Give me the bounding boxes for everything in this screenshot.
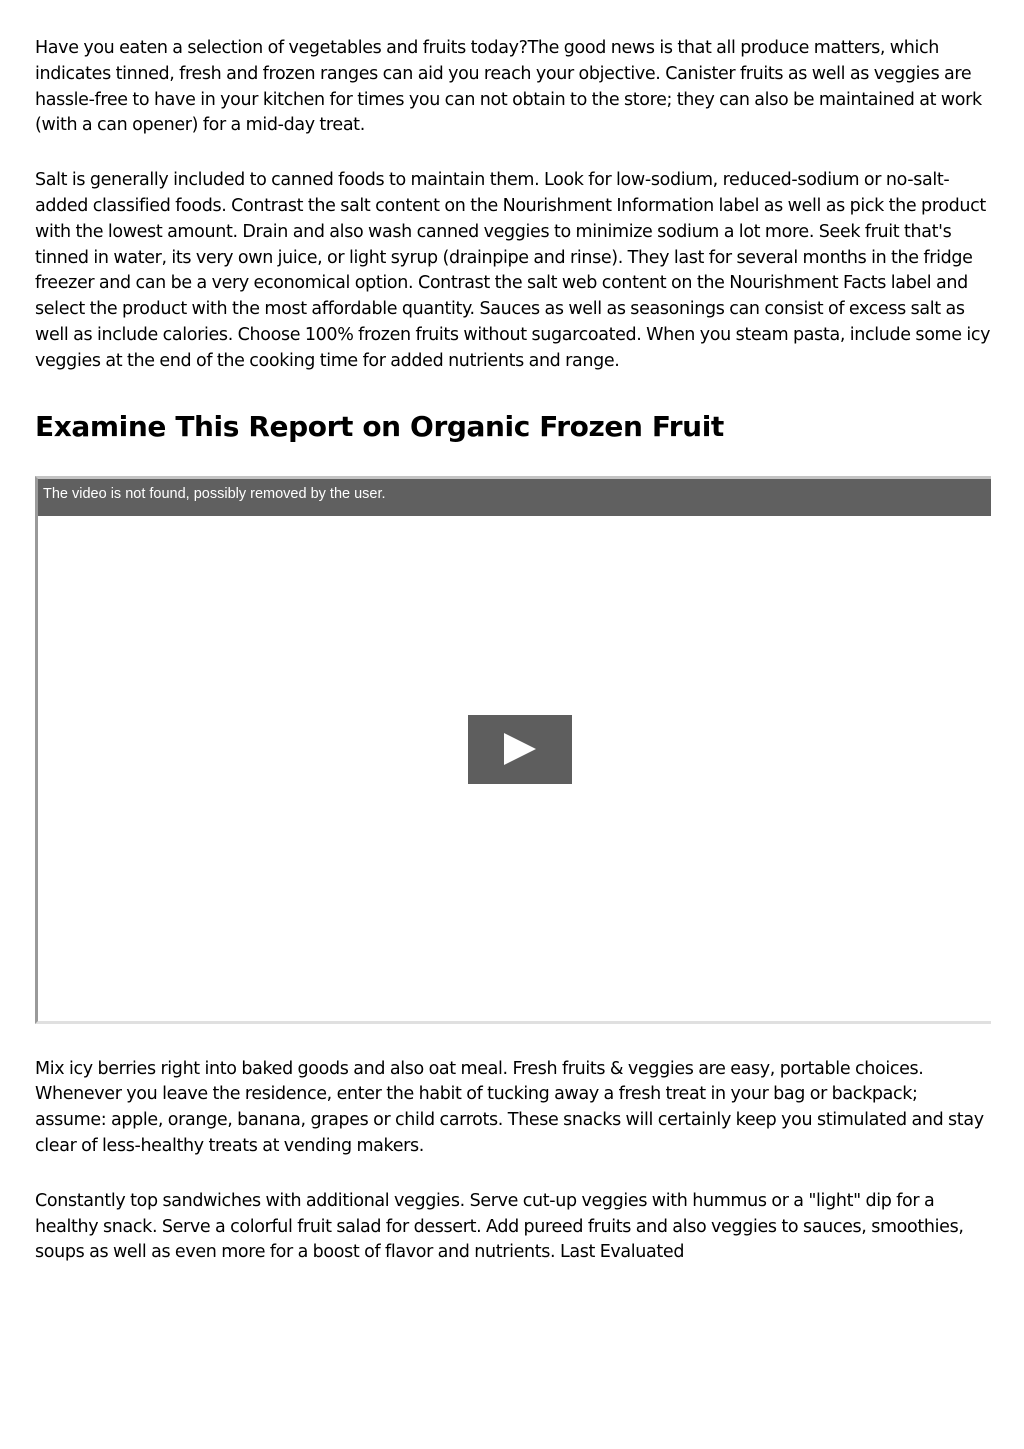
paragraph-salt: Salt is generally included to canned foods to maintain them. Look for low-sodium, reduced-sodium or no-salt-added classified foods. Contrast the salt content on the Nourishment Information label as well as pick the product with the lowest amount. Drain and also wash canned veggies to minimize sodium a lot more. Seek fruit that's tinned in water, its very own juice, or light syrup (drainpipe and rinse). They last for several months in the fridge freezer and can be a very economical option. Contrast the salt web content on the Nourishment Facts label and select the product with the most affordable quantity. Sauces as well as seasonings can consist of excess salt as well as include calories. Choose 100% frozen fruits without sugarcoated. When you steam pasta, include some icy veggies at the end of the cooking time for added nutrients and range. bbox=[35, 170, 991, 371]
video-error-message: The video is not found, possibly removed by the user. bbox=[43, 485, 386, 502]
article-content bbox=[35, 36, 993, 1266]
paragraph-berries: Mix icy berries right into baked goods and also oat meal. Fresh fruits & veggies are easy, portable choices. Whenever you leave the residence, enter the habit of tucking away a fresh treat in your bag or backpack; assume: apple, orange, banana, grapes or child carrots. These snacks will certainly keep you stimulated and stay clear of less-healthy treats at vending makers. bbox=[35, 1058, 984, 1156]
paragraph-intro: Have you eaten a selection of vegetables and fruits today?The good news is that all produce matters, which indicates tinned, fresh and frozen ranges can aid you reach your objective. Canister fruits as well as veggies are hassle-free to have in your kitchen for times you can not obtain to the store; they can also be maintained at work (with a can opener) for a mid-day treat. bbox=[35, 38, 982, 136]
play-button[interactable] bbox=[468, 715, 572, 784]
section-heading: Examine This Report on Organic Frozen Fruit bbox=[35, 409, 724, 443]
video-player[interactable] bbox=[35, 476, 991, 1024]
play-icon bbox=[502, 733, 538, 765]
video-error-bar bbox=[38, 479, 991, 516]
paragraph-sandwiches: Constantly top sandwiches with additional veggies. Serve cut-up veggies with hummus or a "light" dip for a healthy snack. Serve a colorful fruit salad for dessert. Add pureed fruits and also veggies to sauces, smoothies, soups as well as even more for a boost of flavor and nutrients. Last Evaluated bbox=[35, 1190, 964, 1263]
